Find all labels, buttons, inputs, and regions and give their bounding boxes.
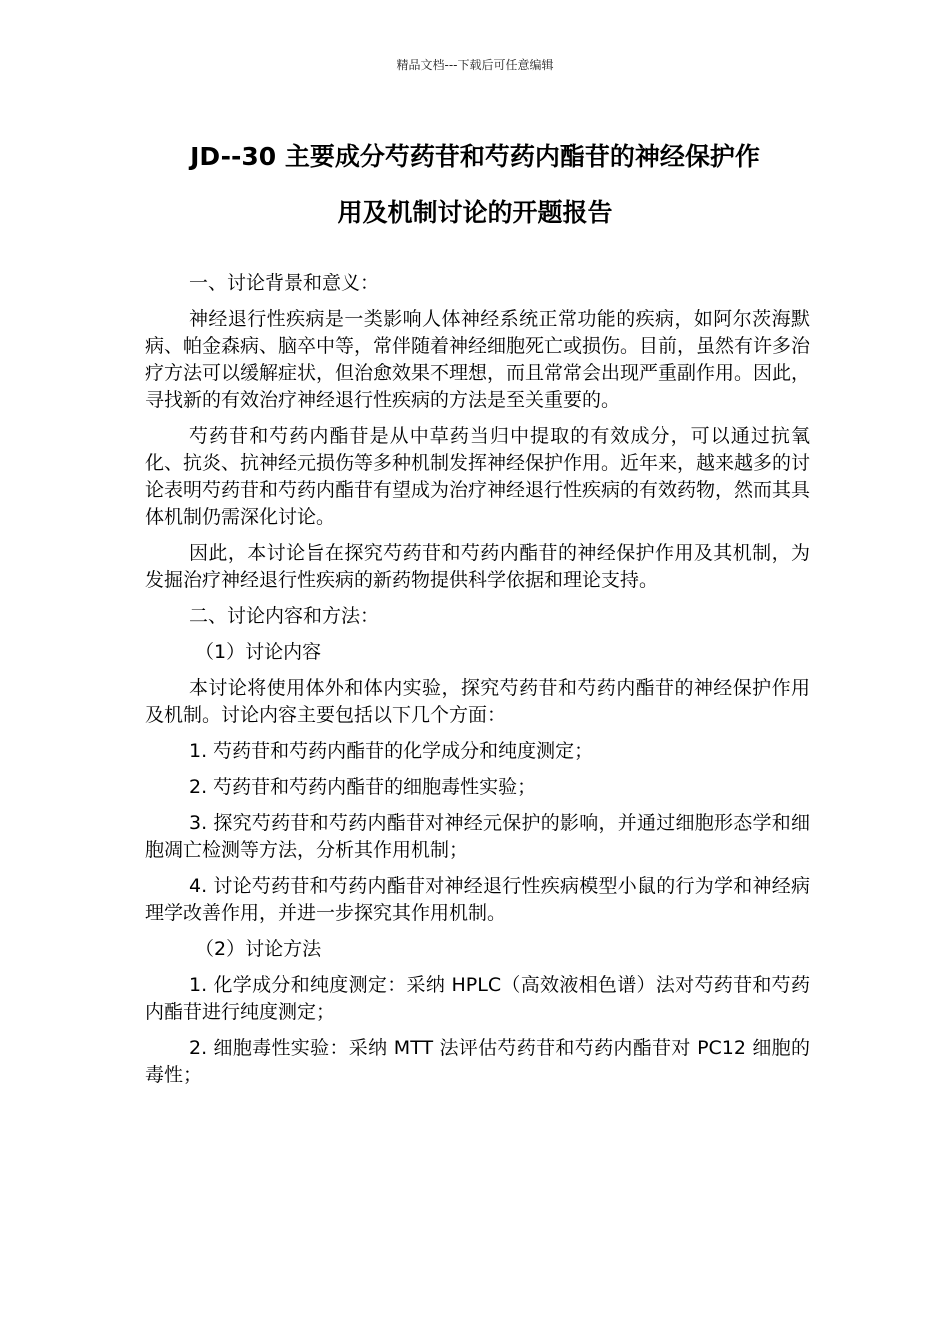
document-body xyxy=(145,270,810,1098)
paragraph-content-intro: 本讨论将使用体外和体内实验，探究芍药苷和芍药内酯苷的神经保护作用及机制。讨论内容主要包括以下几个方面： xyxy=(145,677,810,726)
paragraph-compounds: 芍药苷和芍药内酯苷是从中草药当归中提取的有效成分，可以通过抗氧化、抗炎、抗神经元损伤等多种机制发挥神经保护作用。近年来，越来越多的讨论表明芍药苷和芍药内酯苷有望成为治疗神经退行性疾病的有效药物，然而其具体机制仍需深化讨论。 xyxy=(145,425,811,528)
section-1-heading: 一、讨论背景和意义： xyxy=(189,272,380,294)
method-item-2: 2. 细胞毒性实验：采纳 MTT 法评估芍药苷和芍药内酯苷对 PC12 细胞的毒性； xyxy=(145,1037,810,1086)
content-item-4: 4. 讨论芍药苷和芍药内酯苷对神经退行性疾病模型小鼠的行为学和神经病理学改善作用，并进一步探究其作用机制。 xyxy=(145,875,810,924)
content-item-1: 1. 芍药苷和芍药内酯苷的化学成分和纯度测定； xyxy=(189,740,594,762)
paragraph-aim: 因此，本讨论旨在探究芍药苷和芍药内酯苷的神经保护作用及其机制，为发掘治疗神经退行性疾病的新药物提供科学依据和理论支持。 xyxy=(145,542,810,591)
section-2-heading: 二、讨论内容和方法： xyxy=(189,605,380,627)
document-title-line-2: 用及机制讨论的开题报告 xyxy=(337,198,613,227)
content-item-2: 2. 芍药苷和芍药内酯苷的细胞毒性实验； xyxy=(189,776,537,798)
content-item-3: 3. 探究芍药苷和芍药内酯苷对神经元保护的影响，并通过细胞形态学和细胞凋亡检测等方法，分析其作用机制； xyxy=(145,812,810,861)
subsection-method-heading: （2）讨论方法 xyxy=(195,938,322,960)
document-title-line-1: JD--30 主要成分芍药苷和芍药内酯苷的神经保护作 xyxy=(190,142,760,171)
header-note: 精品文档---下载后可任意编辑 xyxy=(396,58,554,72)
method-item-1: 1. 化学成分和纯度测定：采纳 HPLC（高效液相色谱）法对芍药苷和芍药内酯苷进行纯度测定； xyxy=(145,974,810,1023)
paragraph-background: 神经退行性疾病是一类影响人体神经系统正常功能的疾病，如阿尔茨海默病、帕金森病、脑卒中等，常伴随着神经细胞死亡或损伤。目前，虽然有许多治疗方法可以缓解症状，但治愈效果不理想，而且常常会出现严重副作用。因此，寻找新的有效治疗神经退行性疾病的方法是至关重要的。 xyxy=(145,308,811,411)
subsection-content-heading: （1）讨论内容 xyxy=(195,641,322,663)
